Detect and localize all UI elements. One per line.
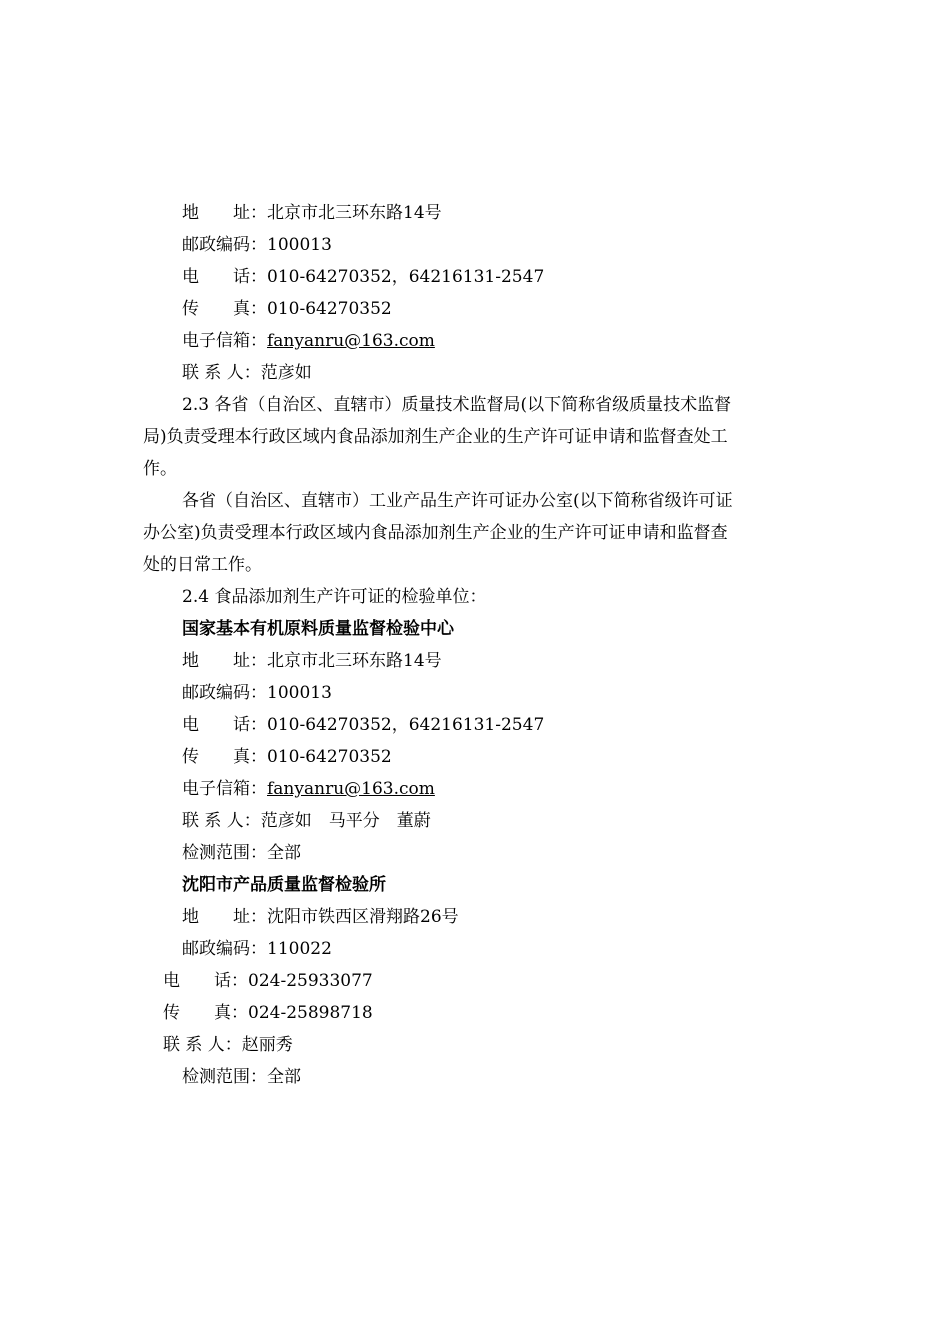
- office-email-line: [182, 331, 435, 351]
- office-phone: 电 话：010-64270352，64216131-2547: [182, 267, 545, 287]
- office-email-link[interactable]: fanyanru@163.com: [267, 331, 435, 351]
- center2-postcode: 邮政编码：110022: [182, 939, 332, 959]
- office-contact: 联 系 人：范彦如: [182, 363, 312, 383]
- center2-name: 沈阳市产品质量监督检验所: [182, 875, 386, 895]
- office-email-label: 电子信箱：: [182, 331, 267, 351]
- center2-phone: 电 话：024-25933077: [163, 971, 373, 991]
- para-office-line3: 处的日常工作。: [143, 555, 262, 575]
- center1-phone: 电 话：010-64270352，64216131-2547: [182, 715, 545, 735]
- center2-contact: 联 系 人：赵丽秀: [163, 1035, 293, 1055]
- para-office-line2: 办公室)负责受理本行政区域内食品添加剂生产企业的生产许可证申请和监督查: [143, 523, 728, 543]
- center1-contact: 联 系 人：范彦如 马平分 董蔚: [182, 811, 431, 831]
- center1-name: 国家基本有机原料质量监督检验中心: [182, 619, 454, 639]
- center1-email-line: [182, 779, 435, 799]
- center1-email-link[interactable]: fanyanru@163.com: [267, 779, 435, 799]
- para-2-3-line3: 作。: [143, 459, 177, 479]
- para-2-3-line2: 局)负责受理本行政区域内食品添加剂生产企业的生产许可证申请和监督查处工: [143, 427, 728, 447]
- para-office-line1: 各省（自治区、直辖市）工业产品生产许可证办公室(以下简称省级许可证: [182, 491, 733, 511]
- center2-address: 地 址：沈阳市铁西区滑翔路26号: [182, 907, 459, 927]
- office-address: 地 址：北京市北三环东路14号: [182, 203, 442, 223]
- center1-postcode: 邮政编码：100013: [182, 683, 332, 703]
- center2-scope: 检测范围：全部: [182, 1067, 301, 1087]
- office-fax: 传 真：010-64270352: [182, 299, 392, 319]
- center2-fax: 传 真：024-25898718: [163, 1003, 373, 1023]
- office-postcode: 邮政编码：100013: [182, 235, 332, 255]
- center1-email-label: 电子信箱：: [182, 779, 267, 799]
- center1-address: 地 址：北京市北三环东路14号: [182, 651, 442, 671]
- para-2-3-line1: 2.3 各省（自治区、直辖市）质量技术监督局(以下简称省级质量技术监督: [182, 395, 732, 415]
- center1-scope: 检测范围：全部: [182, 843, 301, 863]
- para-2-4: 2.4 食品添加剂生产许可证的检验单位：: [182, 587, 487, 607]
- center1-fax: 传 真：010-64270352: [182, 747, 392, 767]
